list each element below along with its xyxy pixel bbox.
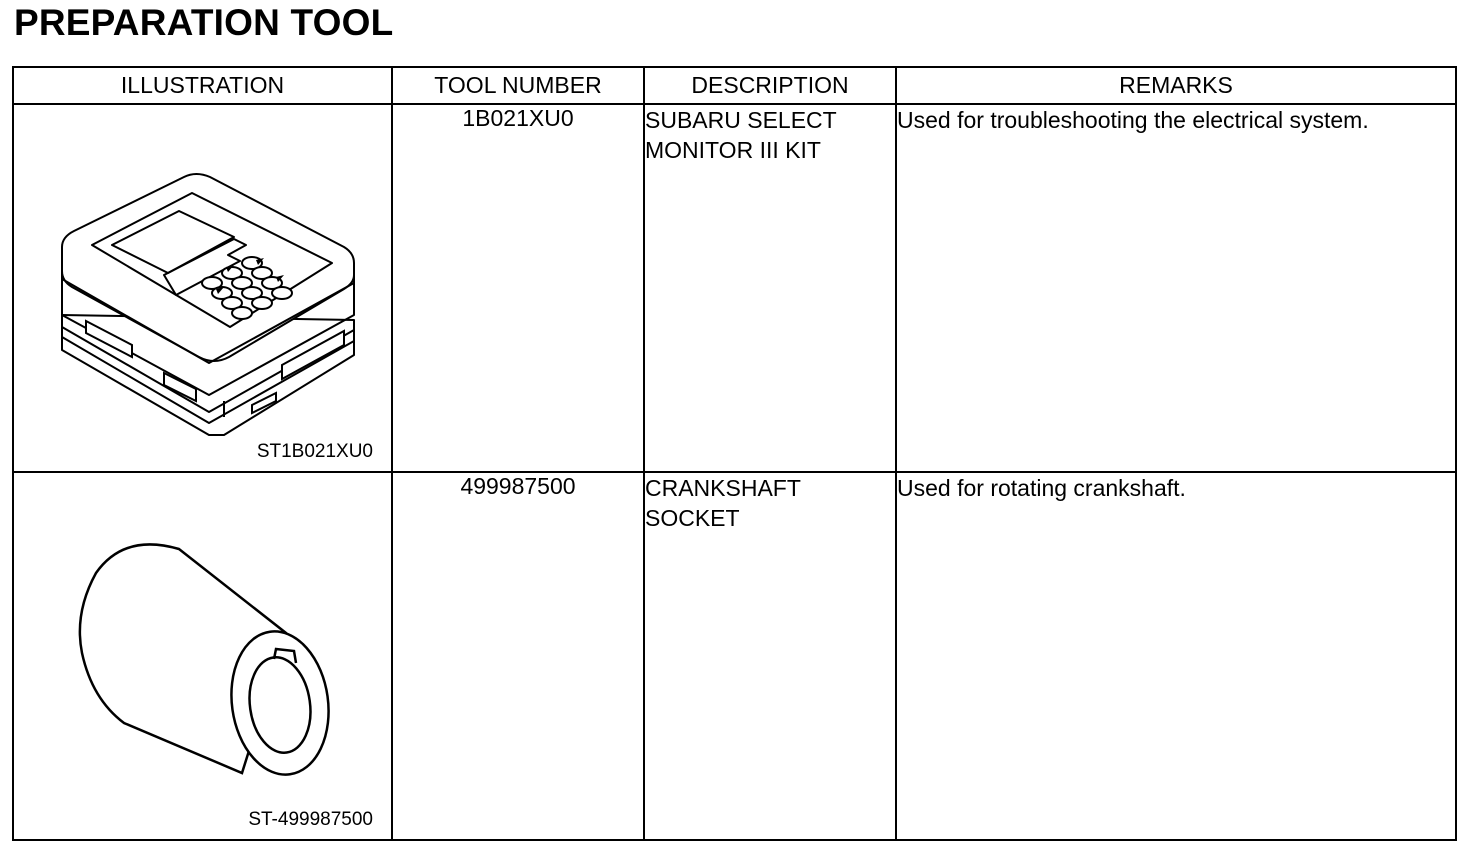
illustration-caption: ST-499987500 bbox=[248, 809, 373, 830]
header-tool-number: TOOL NUMBER bbox=[392, 67, 644, 104]
illustration-cell bbox=[13, 104, 392, 472]
tool-number-cell: 1B021XU0 bbox=[392, 104, 644, 472]
socket-icon bbox=[14, 473, 393, 841]
description-cell: CRANKSHAFT SOCKET bbox=[644, 472, 896, 840]
monitor-kit-icon bbox=[14, 105, 393, 473]
tool-number-cell: 499987500 bbox=[392, 472, 644, 840]
page-title: PREPARATION TOOL bbox=[14, 2, 394, 43]
table-header-row bbox=[13, 67, 1456, 104]
table-row bbox=[13, 104, 1456, 472]
illustration-cell bbox=[13, 472, 392, 840]
preparation-tool-table bbox=[12, 66, 1457, 841]
description-cell: SUBARU SELECT MONITOR III KIT bbox=[644, 104, 896, 472]
remarks-cell: Used for rotating crankshaft. bbox=[896, 472, 1456, 840]
header-remarks: REMARKS bbox=[896, 67, 1456, 104]
illustration-caption: ST1B021XU0 bbox=[256, 441, 373, 462]
header-description: DESCRIPTION bbox=[644, 67, 896, 104]
remarks-cell: Used for troubleshooting the electrical system. bbox=[896, 104, 1456, 472]
table-row bbox=[13, 472, 1456, 840]
header-illustration: ILLUSTRATION bbox=[13, 67, 392, 104]
